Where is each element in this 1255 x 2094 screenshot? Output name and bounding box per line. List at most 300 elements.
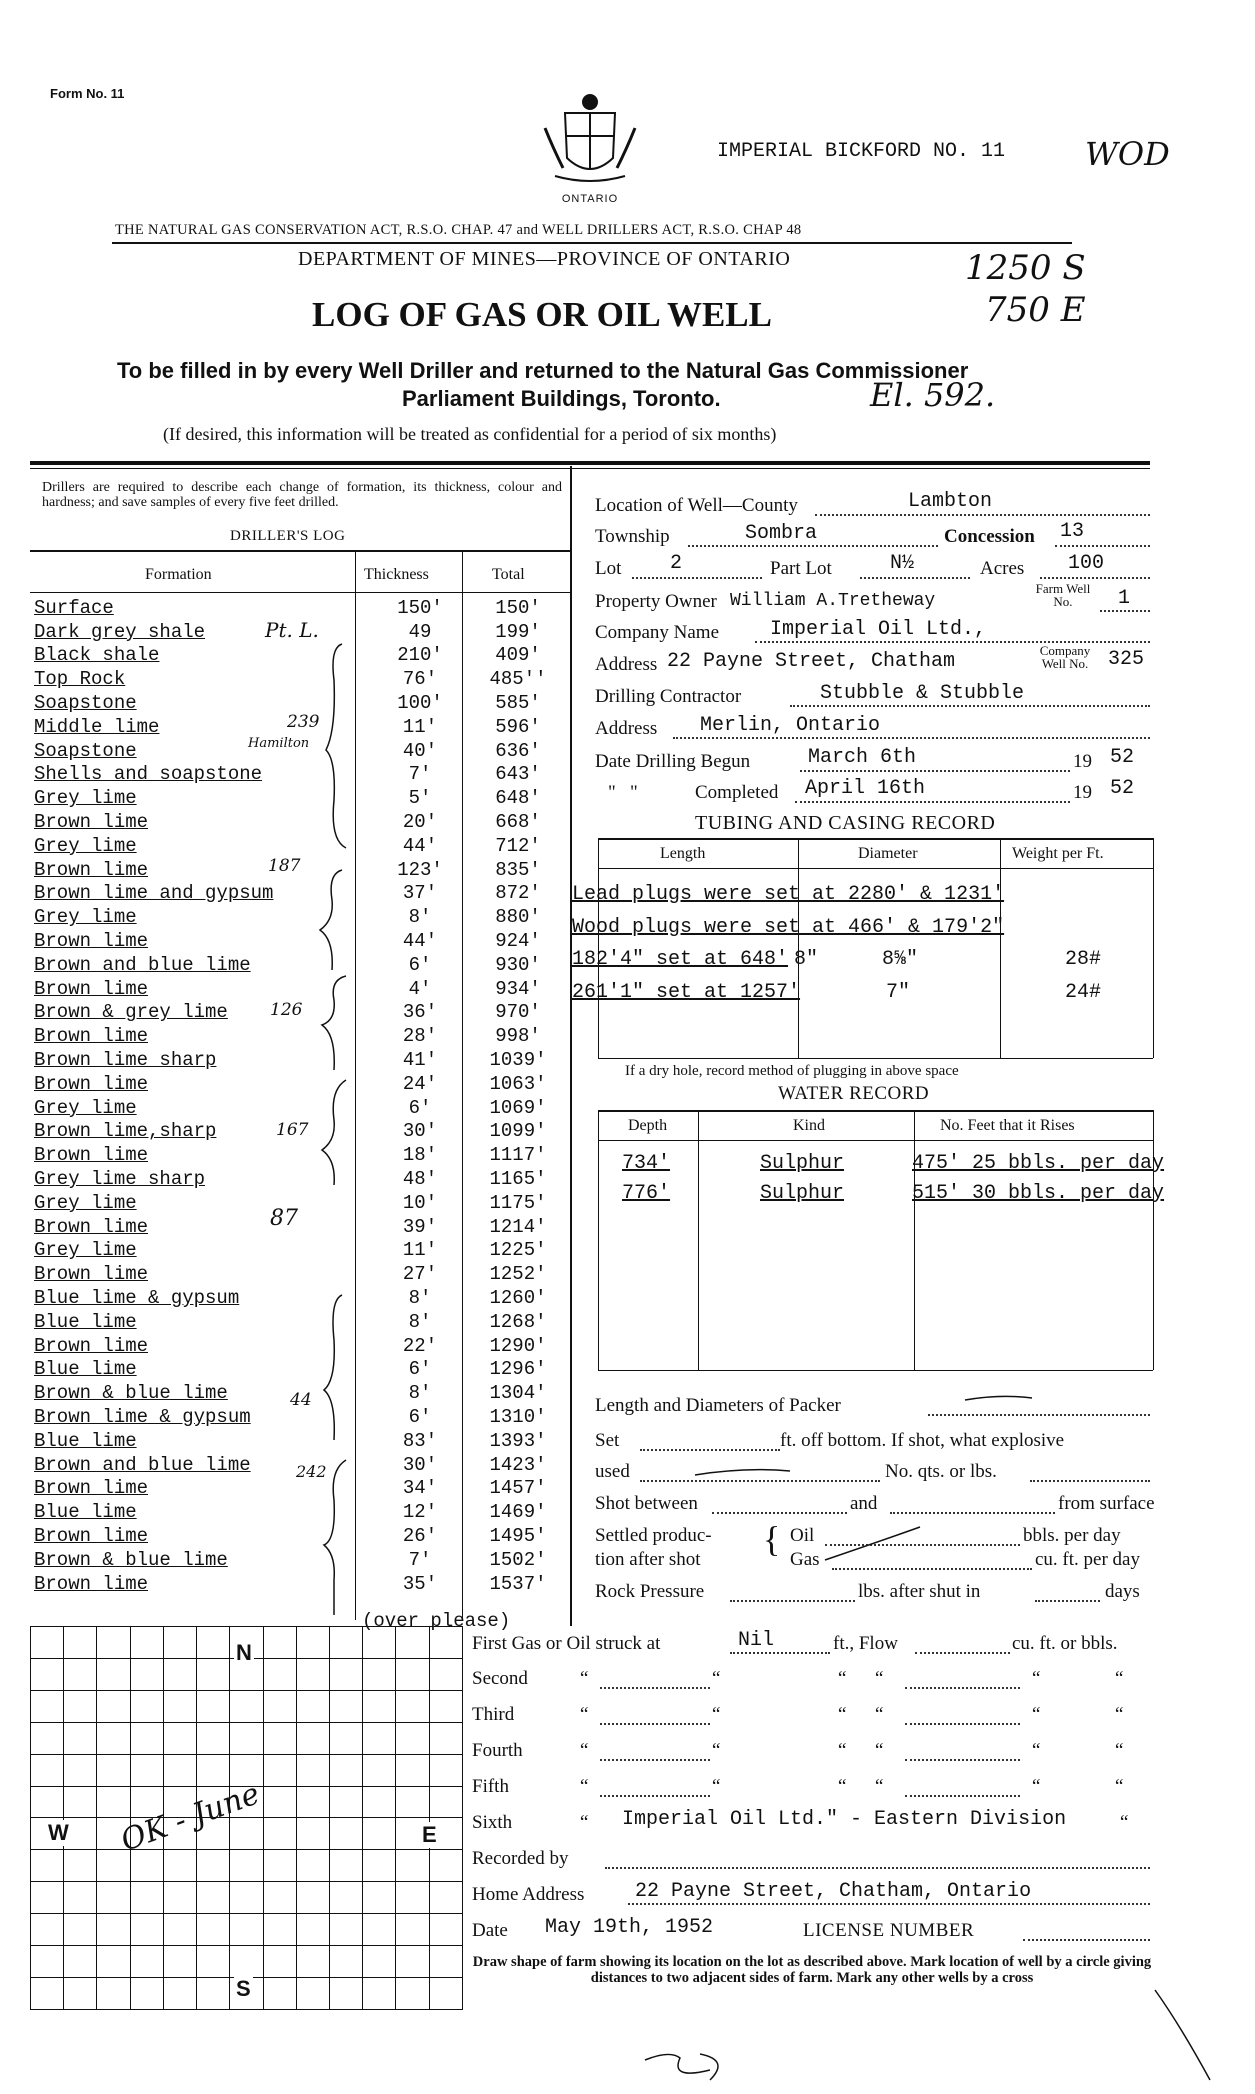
log-formation-cell: Brown lime and gypsum [34,882,274,905]
grid-cell[interactable] [97,1627,130,1659]
crest-label: ONTARIO [561,193,619,205]
log-total-cell: 970' [495,1001,541,1024]
log-thickness-cell: 6' [408,1096,432,1119]
sixth-ditto: “ [580,1812,589,1833]
lot-value: 2 [670,552,683,575]
note-hamilton: Hamilton [248,736,310,751]
log-thickness-cell: 49 [408,620,432,643]
grid-cell[interactable] [363,1627,396,1659]
grid-cell[interactable] [396,1977,429,2009]
grid-cell[interactable] [363,1658,396,1690]
farm-note: Draw shape of farm showing its location on the lot as described above. Mark location of well by a circle giving distances to two adjacent sides of farm. Mark any other wells by a cross [472,1954,1152,1986]
grid-cell[interactable] [130,1946,163,1978]
grid-cell[interactable] [31,1722,64,1754]
grid-cell[interactable] [130,1658,163,1690]
log-total-cell: 924' [495,930,541,953]
grid-cell[interactable] [296,1627,329,1659]
compass-west: W [48,1820,69,1845]
grid-cell[interactable] [429,1658,462,1690]
grid-cell[interactable] [263,1627,296,1659]
grid-cell[interactable] [296,1882,329,1914]
grid-row [31,1882,463,1914]
strike-ditto-4: “ [875,1668,884,1689]
grid-cell[interactable] [197,1977,230,2009]
grid-cell[interactable] [363,1914,396,1946]
water-top-rule [598,1110,1153,1112]
and-label: and [850,1493,878,1514]
log-total-cell: 1502' [489,1548,547,1571]
grid-cell[interactable] [396,1882,429,1914]
hand-coord-1: 1250 S [965,248,1086,288]
grid-cell[interactable] [230,1882,263,1914]
oil-unit: bbls. per day [1023,1525,1121,1546]
gas-label: Gas [790,1549,820,1570]
grid-cell[interactable] [263,1658,296,1690]
grid-cell[interactable] [329,1786,362,1818]
log-formation-cell: Brown lime [34,1334,149,1357]
grid-cell[interactable] [130,1882,163,1914]
grid-scribble: OK - June [116,1776,265,1859]
strike-ditto-3: “ [838,1704,847,1725]
grid-cell[interactable] [363,1690,396,1722]
grid-cell[interactable] [130,1690,163,1722]
log-total-cell: 1495' [489,1524,547,1547]
strike-ditto-2: “ [712,1776,721,1797]
table-row [30,1358,567,1382]
strike-label: Third [472,1704,515,1725]
grid-cell[interactable] [64,1882,97,1914]
log-total-cell: 872' [495,882,541,905]
address-label: Address [595,654,658,675]
log-total-cell: 835' [495,858,541,881]
log-total-cell: 1304' [489,1382,547,1405]
grid-cell[interactable] [64,1722,97,1754]
grid-cell[interactable] [396,1786,429,1818]
grid-cell[interactable] [329,1690,362,1722]
grid-cell[interactable] [163,1722,196,1754]
grid-cell[interactable] [97,1882,130,1914]
grid-cell[interactable] [429,1850,462,1882]
log-thickness-cell: 150' [397,596,443,619]
grid-cell[interactable] [163,1882,196,1914]
log-thickness-cell: 28' [402,1025,438,1048]
grid-cell[interactable] [64,1850,97,1882]
begun-year-prefix: 19 [1073,751,1092,772]
log-formation-cell: Brown & blue lime [34,1382,228,1405]
log-total-cell: 1165' [489,1168,547,1191]
grid-cell[interactable] [396,1690,429,1722]
first-strike-dots [730,1652,830,1654]
water-title: WATER RECORD [778,1083,930,1104]
grid-cell[interactable] [31,1786,64,1818]
log-total-cell: 934' [495,977,541,1000]
grid-cell[interactable] [329,1914,362,1946]
table-row [30,905,567,929]
grid-cell[interactable] [163,1914,196,1946]
grid-cell[interactable] [31,1627,64,1659]
col-thickness: Thickness [364,566,429,583]
grid-cell[interactable] [64,1946,97,1978]
log-total-cell: 636' [495,739,541,762]
log-thickness-cell: 7' [408,763,432,786]
grid-cell[interactable] [97,1977,130,2009]
grid-cell[interactable] [130,1977,163,2009]
rock-dots-1 [730,1600,855,1602]
completed-label: Completed [695,782,779,803]
grid-cell[interactable] [329,1627,362,1659]
grid-cell[interactable] [31,1882,64,1914]
log-thickness-cell: 11' [402,715,438,738]
grid-cell[interactable] [230,1722,263,1754]
gas-dots [832,1568,1032,1570]
grid-cell[interactable] [130,1722,163,1754]
grid-cell[interactable] [429,1690,462,1722]
grid-cell[interactable] [197,1658,230,1690]
casing-row-1: Lead plugs were set at 2280' & 1231' [572,883,1005,906]
log-formation-cell: Brown lime [34,1025,149,1048]
grid-cell[interactable] [197,1690,230,1722]
log-formation-cell: Grey lime [34,1191,137,1214]
table-row [30,667,567,691]
grid-row [31,1850,463,1882]
grid-cell[interactable] [230,1850,263,1882]
log-total-cell: 1537' [489,1572,547,1595]
log-thickness-cell: 6' [408,1358,432,1381]
grid-cell[interactable] [263,1690,296,1722]
grid-cell[interactable] [163,1690,196,1722]
grid-cell[interactable] [64,1786,97,1818]
grid-cell[interactable] [296,1658,329,1690]
begun-label: Date Drilling Begun [595,751,751,772]
part-lot-dots [860,577,970,579]
log-total-cell: 409' [495,644,541,667]
grid-cell[interactable] [31,1850,64,1882]
grid-cell[interactable] [97,1786,130,1818]
grid-cell[interactable] [163,1946,196,1978]
corner-note: WOD [1085,135,1170,173]
grid-cell[interactable] [230,1914,263,1946]
log-formation-cell: Surface [34,596,114,619]
grid-cell[interactable] [31,1658,64,1690]
grid-cell[interactable] [31,1754,64,1786]
table-row [30,1024,567,1048]
log-thickness-cell: 39' [402,1215,438,1238]
compass-east: E [422,1822,437,1847]
ft-flow-label: ft., Flow [833,1633,898,1654]
log-thickness-cell: 37' [402,882,438,905]
casing-row-3-diameter: 8⅝" [882,948,919,971]
grid-cell[interactable] [197,1850,230,1882]
grid-cell[interactable] [429,1977,462,2009]
log-total-cell: 712' [495,834,541,857]
log-formation-cell: Brown lime sharp [34,1049,217,1072]
table-row [30,786,567,810]
grid-cell[interactable] [197,1722,230,1754]
table-row [30,1143,567,1167]
log-formation-cell: Grey lime [34,1096,137,1119]
log-thickness-cell: 8' [408,1310,432,1333]
company-dots [755,641,1150,643]
grid-cell[interactable] [263,1850,296,1882]
grid-cell[interactable] [163,1627,196,1659]
table-row [30,1334,567,1358]
grid-cell[interactable] [396,1946,429,1978]
log-total-cell: 668' [495,811,541,834]
grid-cell[interactable] [329,1818,362,1850]
grid-cell[interactable] [429,1754,462,1786]
grid-cell[interactable] [197,1754,230,1786]
grid-cell[interactable] [197,1627,230,1659]
grid-cell[interactable] [263,1818,296,1850]
water-row-2-kind: Sulphur [760,1182,845,1205]
oil-label: Oil [790,1525,815,1546]
grid-cell[interactable] [130,1627,163,1659]
grid-cell[interactable] [64,1690,97,1722]
flow-dots [915,1652,1010,1654]
table-row [30,810,567,834]
grid-cell[interactable] [163,1850,196,1882]
grid-cell[interactable] [363,1850,396,1882]
log-thickness-cell: 100' [397,692,443,715]
farm-grid[interactable] [30,1626,463,2010]
grid-cell[interactable] [263,1882,296,1914]
set-label: Set [595,1430,620,1451]
grid-cell[interactable] [396,1722,429,1754]
grid-cell[interactable] [263,1754,296,1786]
grid-cell[interactable] [296,1946,329,1978]
grid-cell[interactable] [429,1882,462,1914]
concession-label: Concession [944,526,1035,547]
township-dots [688,545,938,547]
log-thickness-cell: 210' [397,644,443,667]
concession-dots [1055,545,1150,547]
log-thickness-cell: 11' [402,1239,438,1262]
log-thickness-cell: 76' [402,668,438,691]
grid-cell[interactable] [31,1690,64,1722]
log-thickness-cell: 12' [402,1501,438,1524]
grid-cell[interactable] [64,1658,97,1690]
grid-cell[interactable] [363,1882,396,1914]
grid-cell[interactable] [429,1946,462,1978]
acts-rule [112,242,1072,244]
header-rule-thin [30,468,1150,469]
grid-cell[interactable] [296,1977,329,2009]
qts-label: No. qts. or lbs. [885,1461,997,1482]
grid-cell[interactable] [97,1658,130,1690]
strike-dots-2 [905,1723,1020,1725]
log-formation-cell: Grey lime [34,787,137,810]
grid-cell[interactable] [263,1786,296,1818]
log-thickness-cell: 7' [408,1548,432,1571]
grid-cell[interactable] [363,1946,396,1978]
first-strike-value: Nil [738,1629,775,1652]
grid-row [31,1818,463,1850]
log-total-cell: 1175' [489,1191,547,1214]
grid-cell[interactable] [296,1722,329,1754]
grid-cell[interactable] [396,1754,429,1786]
casing-row-3-weight: 28# [1065,948,1102,971]
grid-cell[interactable] [31,1946,64,1978]
grid-cell[interactable] [64,1754,97,1786]
log-total-cell: 1214' [489,1215,547,1238]
log-formation-cell: Blue lime [34,1358,137,1381]
grid-cell[interactable] [329,1850,362,1882]
grid-cell[interactable] [396,1850,429,1882]
grid-cell[interactable] [130,1914,163,1946]
log-thickness-cell: 18' [402,1144,438,1167]
township-value: Sombra [745,522,818,545]
grid-cell[interactable] [97,1722,130,1754]
grid-cell[interactable] [329,1754,362,1786]
strike-ditto-1: “ [580,1776,589,1797]
log-formation-cell: Brown lime [34,1572,149,1595]
ontario-crest-icon [535,88,645,188]
grid-cell[interactable] [130,1754,163,1786]
grid-cell[interactable] [230,1946,263,1978]
home-value: 22 Payne Street, Chatham, Ontario [635,1880,1032,1903]
rock-mid: lbs. after shut in [858,1581,981,1602]
grid-cell[interactable] [97,1754,130,1786]
log-total-cell: 1039' [489,1049,547,1072]
casing-col-weight: Weight per Ft. [1012,845,1104,862]
grid-cell[interactable] [230,1690,263,1722]
completed-year: 52 [1110,777,1135,800]
grid-cell[interactable] [363,1722,396,1754]
strike-dots-1 [600,1687,710,1689]
drillers-log-heading: DRILLER'S LOG [230,528,346,544]
grid-cell[interactable] [31,1977,64,2009]
company-label: Company Name [595,622,720,643]
contractor-address-value: Merlin, Ontario [700,714,881,737]
casing-row-3-length: 182'4" set at 648' [572,948,789,971]
note-187: 187 [268,856,301,876]
grid-cell[interactable] [163,1977,196,2009]
grid-cell[interactable] [97,1850,130,1882]
log-formation-cell: Blue lime [34,1310,137,1333]
water-col-rises: No. Feet that it Rises [940,1117,1075,1134]
grid-cell[interactable] [296,1690,329,1722]
grid-cell[interactable] [64,1977,97,2009]
log-thickness-cell: 8' [408,1382,432,1405]
strike-dots-2 [905,1687,1020,1689]
grid-cell[interactable] [97,1690,130,1722]
log-formation-cell: Brown lime [34,811,149,834]
compass-north: N [236,1640,252,1665]
begun-year: 52 [1110,746,1135,769]
table-row [30,1500,567,1524]
strike-ditto-4: “ [875,1776,884,1797]
grid-cell[interactable] [263,1977,296,2009]
grid-cell[interactable] [429,1786,462,1818]
strike-label: Fourth [472,1740,523,1761]
strike-label: Fifth [472,1776,509,1797]
grid-cell[interactable] [429,1627,462,1659]
col-formation: Formation [145,566,212,583]
log-formation-cell: Grey lime [34,1239,137,1262]
grid-cell[interactable] [296,1786,329,1818]
grid-cell[interactable] [163,1658,196,1690]
grid-cell[interactable] [263,1946,296,1978]
log-total-cell: 485'' [489,668,547,691]
grid-cell[interactable] [296,1754,329,1786]
grid-cell[interactable] [429,1914,462,1946]
grid-cell[interactable] [363,1818,396,1850]
grid-cell[interactable] [97,1946,130,1978]
grid-cell[interactable] [363,1786,396,1818]
grid-cell[interactable] [163,1754,196,1786]
grid-cell[interactable] [296,1914,329,1946]
water-row-1-rises: 475' 25 bbls. per day [912,1152,1165,1175]
casing-header-rule [598,868,1153,869]
grid-cell[interactable] [197,1882,230,1914]
strike-ditto-1: “ [580,1704,589,1725]
log-thickness-cell: 8' [408,906,432,929]
note-239: 239 [287,712,320,732]
grid-cell[interactable] [64,1914,97,1946]
table-row [30,1572,567,1596]
grid-cell[interactable] [329,1977,362,2009]
settled-label-1: Settled produc- [595,1525,712,1546]
grid-cell[interactable] [396,1627,429,1659]
strike-ditto-6: “ [1115,1704,1124,1725]
log-total-cell: 1457' [489,1477,547,1500]
part-lot-value: N½ [890,552,915,575]
corner-stroke [1150,1985,1220,2085]
grid-cell[interactable] [363,1754,396,1786]
shot-label: Shot between [595,1493,698,1514]
grid-cell[interactable] [363,1977,396,2009]
grid-cell[interactable] [329,1946,362,1978]
grid-cell[interactable] [31,1914,64,1946]
grid-cell[interactable] [97,1914,130,1946]
log-formation-cell: Dark grey shale [34,620,206,643]
grid-cell[interactable] [64,1627,97,1659]
grid-cell[interactable] [263,1914,296,1946]
grid-cell[interactable] [329,1658,362,1690]
grid-cell[interactable] [396,1658,429,1690]
strike-ditto-4: “ [875,1740,884,1761]
log-thickness-cell: 10' [402,1191,438,1214]
grid-cell[interactable] [429,1722,462,1754]
grid-cell[interactable] [197,1946,230,1978]
confidential-note: (If desired, this information will be treated as confidential for a period of six months) [163,424,777,444]
set-dots [640,1449,780,1451]
table-row [30,1215,567,1239]
grid-cell[interactable] [296,1818,329,1850]
grid-cell[interactable] [230,1818,263,1850]
table-row [30,763,567,787]
table-row [30,1524,567,1548]
from-surface: from surface [1058,1493,1155,1514]
strike-ditto-6: “ [1115,1776,1124,1797]
table-row [30,953,567,977]
log-formation-cell: Brown lime,sharp [34,1120,217,1143]
grid-cell[interactable] [296,1850,329,1882]
grid-cell[interactable] [396,1914,429,1946]
grid-cell[interactable] [329,1722,362,1754]
grid-cell[interactable] [329,1882,362,1914]
county-value: Lambton [908,490,993,513]
grid-cell[interactable] [197,1914,230,1946]
packer-dots [928,1414,1150,1416]
instruction-line-1: To be filled in by every Well Driller and returned to the Natural Gas Commissioner [117,358,969,383]
page-title: LOG OF GAS OR OIL WELL [312,295,772,334]
strike-dots-2 [905,1759,1020,1761]
log-thickness-cell: 36' [402,1001,438,1024]
note-242: 242 [296,1462,327,1481]
casing-col-length: Length [660,845,706,862]
grid-cell[interactable] [263,1722,296,1754]
